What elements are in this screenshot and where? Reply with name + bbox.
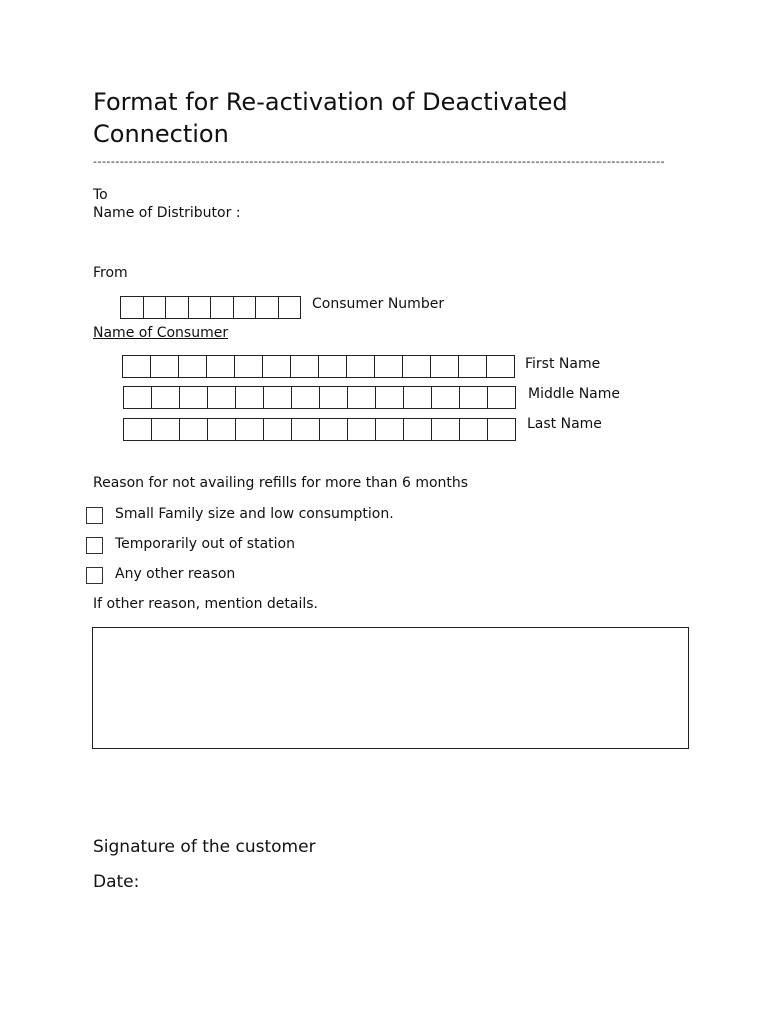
character-box[interactable] <box>486 356 514 377</box>
form-title: Format for Re-activation of Deactivated Connection <box>93 88 568 148</box>
last-name-label: Last Name <box>527 416 602 432</box>
character-box[interactable] <box>278 297 301 318</box>
character-box[interactable] <box>235 387 263 408</box>
character-box[interactable] <box>347 419 375 440</box>
middle-name-label: Middle Name <box>528 386 620 402</box>
character-box[interactable] <box>319 387 347 408</box>
other-reason-checkbox[interactable] <box>86 567 103 584</box>
middle-name-boxes[interactable] <box>123 386 516 409</box>
distributor-label: Name of Distributor : <box>93 205 241 221</box>
name-of-consumer-heading: Name of Consumer <box>93 325 229 341</box>
consumer-number-boxes[interactable] <box>120 296 301 319</box>
character-box[interactable] <box>262 356 290 377</box>
character-box[interactable] <box>206 356 234 377</box>
character-box[interactable] <box>123 356 150 377</box>
from-label: From <box>93 265 128 281</box>
first-name-label: First Name <box>525 356 601 372</box>
character-box[interactable] <box>458 356 486 377</box>
character-box[interactable] <box>459 387 487 408</box>
character-box[interactable] <box>178 356 206 377</box>
date-label: Date: <box>93 872 140 892</box>
character-box[interactable] <box>233 297 256 318</box>
character-box[interactable] <box>319 419 347 440</box>
small-family-label: Small Family size and low consumption. <box>115 506 394 522</box>
character-box[interactable] <box>255 297 278 318</box>
character-box[interactable] <box>403 419 431 440</box>
other-reason-label: Any other reason <box>115 566 236 582</box>
character-box[interactable] <box>263 419 291 440</box>
character-box[interactable] <box>235 419 263 440</box>
character-box[interactable] <box>347 387 375 408</box>
character-box[interactable] <box>121 297 143 318</box>
character-box[interactable] <box>290 356 318 377</box>
small-family-checkbox[interactable] <box>86 507 103 524</box>
character-box[interactable] <box>375 387 403 408</box>
character-box[interactable] <box>150 356 178 377</box>
character-box[interactable] <box>263 387 291 408</box>
character-box[interactable] <box>234 356 262 377</box>
character-box[interactable] <box>179 387 207 408</box>
last-name-boxes[interactable] <box>123 418 516 441</box>
out-of-station-checkbox[interactable] <box>86 537 103 554</box>
character-box[interactable] <box>143 297 166 318</box>
character-box[interactable] <box>374 356 402 377</box>
consumer-number-label: Consumer Number <box>312 296 445 312</box>
character-box[interactable] <box>207 419 235 440</box>
character-box[interactable] <box>430 356 458 377</box>
character-box[interactable] <box>291 419 319 440</box>
first-name-boxes[interactable] <box>122 355 515 378</box>
separator-line: -------------------------------------------------------------------------------------------------------------------------------- <box>93 155 666 168</box>
character-box[interactable] <box>151 387 179 408</box>
character-box[interactable] <box>346 356 374 377</box>
character-box[interactable] <box>165 297 188 318</box>
details-prompt: If other reason, mention details. <box>93 596 319 612</box>
character-box[interactable] <box>459 419 487 440</box>
character-box[interactable] <box>431 387 459 408</box>
to-label: To <box>93 187 108 203</box>
character-box[interactable] <box>375 419 403 440</box>
character-box[interactable] <box>318 356 346 377</box>
character-box[interactable] <box>124 419 151 440</box>
out-of-station-label: Temporarily out of station <box>115 536 295 552</box>
character-box[interactable] <box>487 419 515 440</box>
character-box[interactable] <box>124 387 151 408</box>
character-box[interactable] <box>188 297 211 318</box>
other-reason-details-field[interactable] <box>92 627 689 749</box>
reason-heading: Reason for not availing refills for more than 6 months <box>93 475 469 491</box>
character-box[interactable] <box>487 387 515 408</box>
character-box[interactable] <box>403 387 431 408</box>
character-box[interactable] <box>291 387 319 408</box>
signature-label: Signature of the customer <box>93 837 316 857</box>
character-box[interactable] <box>210 297 233 318</box>
character-box[interactable] <box>207 387 235 408</box>
character-box[interactable] <box>402 356 430 377</box>
character-box[interactable] <box>151 419 179 440</box>
character-box[interactable] <box>431 419 459 440</box>
character-box[interactable] <box>179 419 207 440</box>
